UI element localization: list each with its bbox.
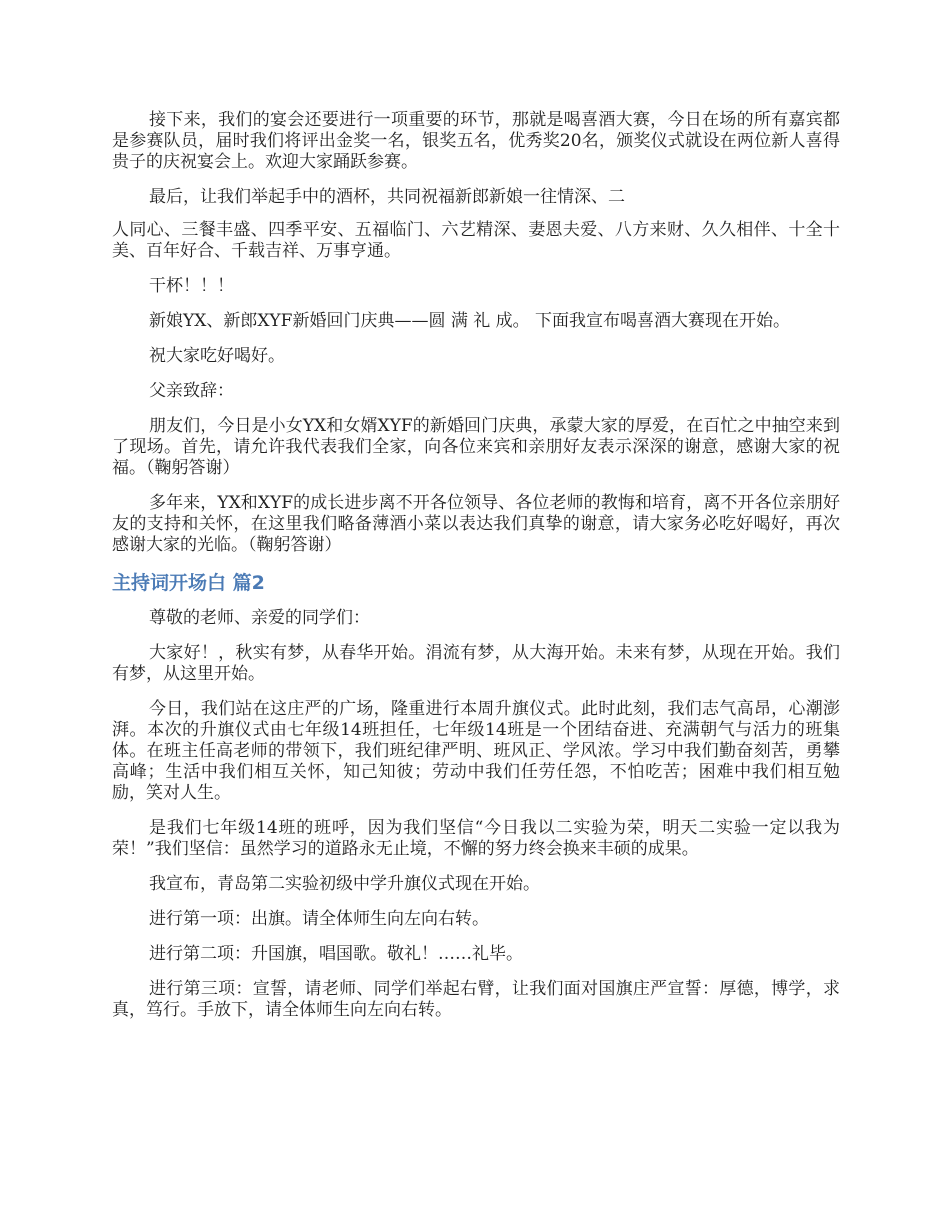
paragraph: 人同心、三餐丰盛、四季平安、五福临门、六艺精深、妻恩夫爱、八方来财、久久相伴、十全十美、百年好合、千载吉祥、万事亨通。 [112,220,840,261]
document-body [112,110,840,1035]
paragraph: 大家好！，秋实有梦，从春华开始。涓流有梦，从大海开始。未来有梦，从现在开始。我们有梦，从这里开始。 [112,643,840,684]
paragraph: 是我们七年级14班的班呼，因为我们坚信“今日我以二实验为荣，明天二实验一定以我为荣！”我们坚信：虽然学习的道路永无止境，不懈的努力终会换来丰硕的成果。 [112,818,840,859]
paragraph: 新娘YX、新郎XYF新婚回门庆典——圆 满 礼 成。 下面我宣布喝喜酒大赛现在开始。 [149,311,791,331]
paragraph: 接下来，我们的宴会还要进行一项重要的环节，那就是喝喜酒大赛，今日在场的所有嘉宾都是参赛队员，届时我们将评出金奖一名，银奖五名，优秀奖20名，颁奖仪式就设在两位新人喜得贵子的庆祝宴会上。欢迎大家踊跃参赛。 [112,110,840,172]
paragraph: 父亲致辞： [149,381,234,401]
paragraph: 祝大家吃好喝好。 [149,346,285,366]
paragraph: 干杯！！！ [149,276,234,296]
paragraph: 最后，让我们举起手中的酒杯，共同祝福新郎新娘一往情深、二 [149,187,625,207]
paragraph: 进行第一项：出旗。请全体师生向左向右转。 [149,909,489,929]
paragraph: 朋友们，今日是小女YX和女婿XYF的新婚回门庆典，承蒙大家的厚爱，在百忙之中抽空来到了现场。首先，请允许我代表我们全家，向各位来宾和亲朋好友表示深深的谢意，感谢大家的祝福。（鞠躬答谢） [112,416,840,478]
paragraph: 进行第二项：升国旗，唱国歌。敬礼！……礼毕。 [149,944,523,964]
section-heading: 主持词开场白 篇2 [112,572,265,594]
paragraph: 我宣布，青岛第二实验初级中学升旗仪式现在开始。 [149,874,540,894]
paragraph: 尊敬的老师、亲爱的同学们： [149,608,370,628]
paragraph: 多年来，YX和XYF的成长进步离不开各位领导、各位老师的教悔和培育，离不开各位亲朋好友的支持和关怀，在这里我们略备薄酒小菜以表达我们真挚的谢意，请大家务必吃好喝好，再次感谢大家的光临。（鞠躬答谢） [112,493,840,555]
paragraph: 今日，我们站在这庄严的广场，隆重进行本周升旗仪式。此时此刻，我们志气高昂，心潮澎湃。本次的升旗仪式由七年级14班担任，七年级14班是一个团结奋进、充满朝气与活力的班集体。在班主任高老师的带领下，我们班纪律严明、班风正、学风浓。学习中我们勤奋刻苦，勇攀高峰；生活中我们相互关怀，知己知彼；劳动中我们任劳任怨，不怕吃苦；困难中我们相互勉励，笑对人生。 [112,699,840,803]
paragraph: 进行第三项：宣誓，请老师、同学们举起右臂，让我们面对国旗庄严宣誓：厚德，博学，求真，笃行。手放下，请全体师生向左向右转。 [112,979,840,1020]
